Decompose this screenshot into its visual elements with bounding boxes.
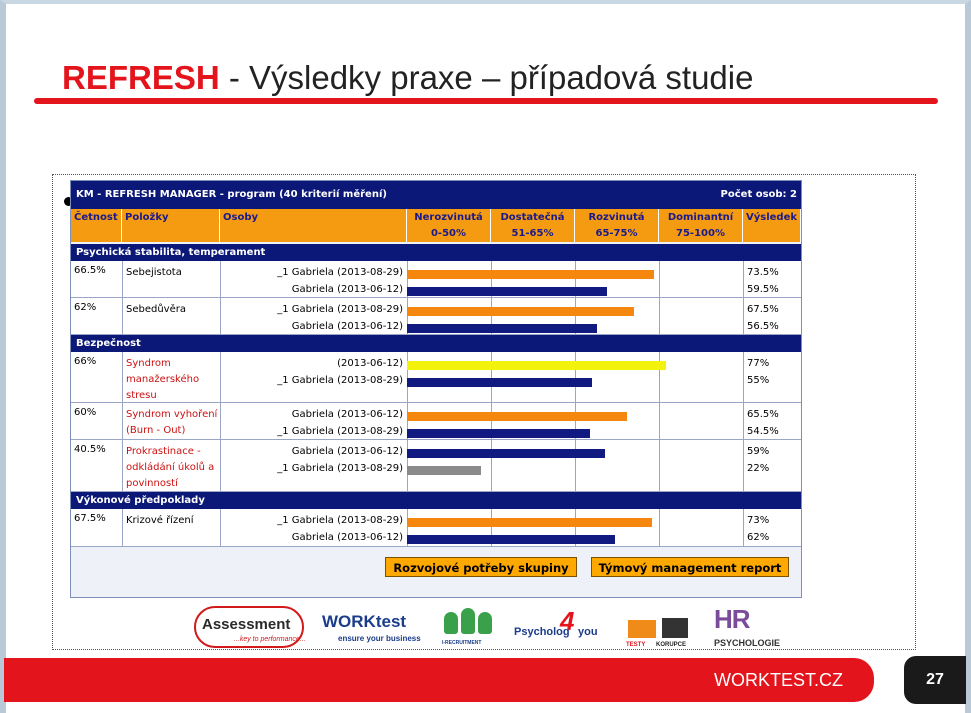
cetnost-value: 40.5%	[74, 444, 106, 455]
psychology-logo: Psycholog 4 you	[514, 606, 598, 638]
table-row	[71, 403, 801, 440]
person-label: Gabriela (2013-06-12)	[291, 446, 403, 457]
cetnost-value: 66.5%	[74, 265, 106, 276]
footer-website: WORKTEST.CZ	[714, 670, 843, 690]
cetnost-value: 60%	[74, 407, 97, 418]
slide-title	[62, 58, 753, 98]
result-value: 62%	[747, 532, 770, 543]
score-bar	[407, 449, 605, 458]
title-underline	[34, 98, 938, 104]
result-value: 54.5%	[747, 426, 779, 437]
person-label: Gabriela (2013-06-12)	[291, 284, 403, 295]
score-bar	[407, 378, 592, 387]
person-label: _1 Gabriela (2013-08-29)	[277, 304, 403, 315]
km-header-bar	[71, 181, 801, 209]
km-person-count: Počet osob: 2	[720, 189, 797, 200]
score-bar	[407, 466, 481, 475]
item-label: Prokrastinace - odkládání úkolů a povinností	[126, 446, 215, 489]
score-bar	[407, 307, 634, 316]
col-header-vysledek: Výsledek	[743, 209, 801, 242]
item-label: Krizové řízení	[126, 515, 194, 526]
score-bar	[407, 324, 597, 333]
score-bar	[407, 287, 607, 296]
hr-psychologie-logo: HR PSYCHOLOGIE	[714, 604, 781, 648]
col-header-rozvinuta: Rozvinutá 65-75%	[575, 209, 659, 242]
item-label: Sebedůvěra	[126, 304, 186, 315]
result-value: 77%	[747, 358, 770, 369]
section-header: Psychická stabilita, temperament	[71, 244, 801, 261]
slide-title-brand: REFRESH	[62, 59, 220, 96]
result-value: 73%	[747, 515, 770, 526]
table-row	[71, 352, 801, 403]
person-label: _1 Gabriela (2013-08-29)	[277, 463, 403, 474]
section-header: Výkonové předpoklady	[71, 492, 801, 509]
person-label: _1 Gabriela (2013-08-29)	[277, 515, 403, 526]
table-row	[71, 509, 801, 547]
section-header: Bezpečnost	[71, 335, 801, 352]
testy-korupce-logo: TESTY KORUPCE	[626, 604, 696, 652]
result-value: 67.5%	[747, 304, 779, 315]
page-number: 27	[904, 656, 966, 704]
worktest-logo: WORKtest ensure your business	[322, 612, 421, 643]
result-value: 56.5%	[747, 321, 779, 332]
item-label: Sebejistota	[126, 267, 182, 278]
score-bar	[407, 429, 590, 438]
cetnost-value: 66%	[74, 356, 97, 367]
person-label: (2013-06-12)	[337, 358, 403, 369]
person-label: _1 Gabriela (2013-08-29)	[277, 426, 403, 437]
irecruitment-logo: I-RECRUITMENT	[440, 604, 498, 652]
km-report-table	[70, 180, 802, 598]
assessment-logo: Assessment ...key to performance...	[194, 604, 306, 652]
result-value: 65.5%	[747, 409, 779, 420]
score-bar	[407, 412, 627, 421]
item-label: Syndrom manažerského stresu	[126, 358, 200, 401]
col-header-osoby: Osoby	[220, 209, 407, 242]
table-row	[71, 440, 801, 492]
col-header-dostatecna: Dostatečná 51-65%	[491, 209, 575, 242]
score-bar	[407, 518, 652, 527]
person-label: Gabriela (2013-06-12)	[291, 532, 403, 543]
item-label: Syndrom vyhoření (Burn - Out)	[126, 409, 218, 436]
table-row	[71, 298, 801, 335]
result-value: 59.5%	[747, 284, 779, 295]
score-bar	[407, 361, 666, 370]
result-value: 59%	[747, 446, 770, 457]
team-report-button[interactable]: Týmový management report	[591, 557, 789, 577]
col-header-dominantni: Dominantní 75-100%	[659, 209, 743, 242]
group-needs-button[interactable]: Rozvojové potřeby skupiny	[385, 557, 577, 577]
result-value: 73.5%	[747, 267, 779, 278]
cetnost-value: 67.5%	[74, 513, 106, 524]
km-title: KM - REFRESH MANAGER - program (40 kriterií měření)	[76, 189, 387, 200]
col-header-polozky: Položky	[122, 209, 220, 242]
result-value: 22%	[747, 463, 770, 474]
person-label: Gabriela (2013-06-12)	[291, 321, 403, 332]
person-label: Gabriela (2013-06-12)	[291, 409, 403, 420]
person-label: _1 Gabriela (2013-08-29)	[277, 267, 403, 278]
person-label: _1 Gabriela (2013-08-29)	[277, 375, 403, 386]
partner-logos	[190, 604, 790, 652]
table-row	[71, 261, 801, 298]
result-value: 55%	[747, 375, 770, 386]
cetnost-value: 62%	[74, 302, 97, 313]
score-bar	[407, 535, 615, 544]
col-header-nerozvinuta: Nerozvinutá 0-50%	[407, 209, 491, 242]
col-header-cetnost: Četnost	[71, 209, 122, 242]
slide-title-rest: - Výsledky praxe – případová studie	[219, 59, 754, 96]
score-bar	[407, 270, 654, 279]
